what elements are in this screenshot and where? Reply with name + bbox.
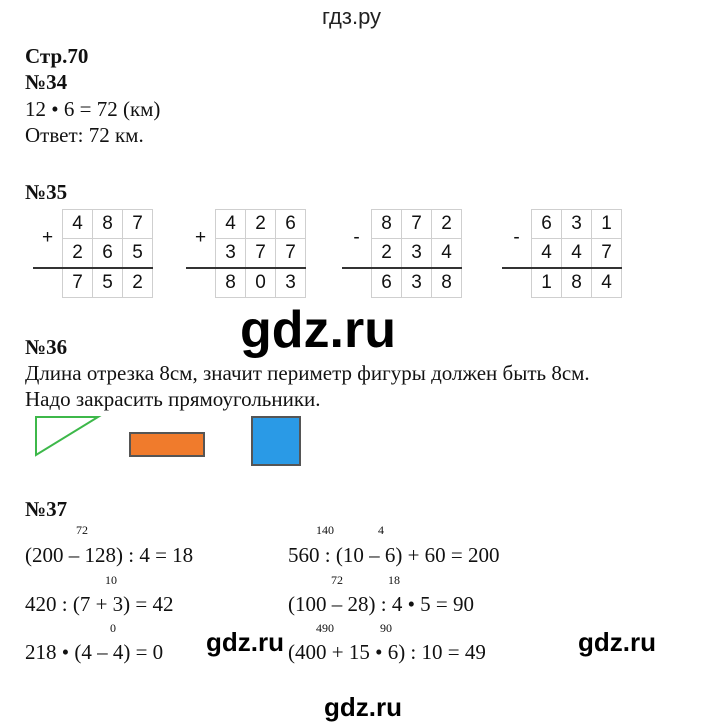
digit-cell: 6 bbox=[532, 210, 562, 239]
digit-cell: 7 bbox=[592, 239, 622, 269]
digit-cell: 3 bbox=[562, 210, 592, 239]
exercise-36-text-2: Надо закрасить прямоугольники. bbox=[25, 387, 321, 411]
exercise-36-title: №36 bbox=[25, 335, 68, 359]
operation-sign: - bbox=[513, 227, 520, 249]
watermark-small: gdz.ru bbox=[206, 627, 284, 657]
digit-cell: 6 bbox=[93, 239, 123, 269]
digit-cell: 2 bbox=[372, 239, 402, 269]
digit-cell: 7 bbox=[123, 210, 153, 239]
column-addition-2 bbox=[186, 209, 306, 298]
result-digit-cell: 8 bbox=[432, 268, 462, 298]
digit-cell: 4 bbox=[216, 210, 246, 239]
operation-sign: - bbox=[353, 227, 360, 249]
operation-sign: + bbox=[41, 227, 54, 249]
watermark-small: gdz.ru bbox=[324, 692, 402, 722]
watermark-small: gdz.ru bbox=[578, 627, 656, 657]
exercise-34-title: №34 bbox=[25, 70, 68, 94]
site-header: гдз.ру bbox=[322, 4, 382, 29]
result-digit-cell: 0 bbox=[246, 268, 276, 298]
digit-cell: 8 bbox=[93, 210, 123, 239]
expression-left-1: (200 – 128) : 4 = 18 bbox=[25, 543, 194, 567]
exercise-34-equation: 12 • 6 = 72 (км) bbox=[25, 97, 161, 121]
result-digit-cell: 8 bbox=[216, 268, 246, 298]
step-annotation: 4 bbox=[378, 523, 384, 537]
digit-cell: 2 bbox=[63, 239, 93, 269]
result-digit-cell: 4 bbox=[592, 268, 622, 298]
digit-cell: 5 bbox=[123, 239, 153, 269]
page-reference: Стр.70 bbox=[25, 44, 89, 68]
step-annotation: 0 bbox=[110, 621, 116, 635]
exercise-35-title: №35 bbox=[25, 180, 68, 204]
expression-left-3: 218 • (4 – 4) = 0 bbox=[25, 640, 164, 664]
result-digit-cell: 1 bbox=[532, 268, 562, 298]
digit-cell: 6 bbox=[276, 210, 306, 239]
exercise-36-text-1: Длина отрезка 8см, значит периметр фигуры должен быть 8см. bbox=[25, 361, 590, 385]
digit-cell: 2 bbox=[246, 210, 276, 239]
digit-cell: 8 bbox=[372, 210, 402, 239]
expression-right-1: 560 : (10 – 6) + 60 = 200 bbox=[288, 543, 500, 567]
result-digit-cell: 3 bbox=[276, 268, 306, 298]
result-digit-cell: 5 bbox=[93, 268, 123, 298]
result-digit-cell: 8 bbox=[562, 268, 592, 298]
digit-cell: 4 bbox=[63, 210, 93, 239]
expression-right-3: (400 + 15 • 6) : 10 = 49 bbox=[288, 640, 486, 664]
step-annotation: 72 bbox=[331, 573, 343, 587]
digit-cell: 3 bbox=[216, 239, 246, 269]
digit-cell: 4 bbox=[562, 239, 592, 269]
digit-cell: 7 bbox=[276, 239, 306, 269]
square-figure bbox=[252, 417, 300, 465]
exercise-37-title: №37 bbox=[25, 497, 68, 521]
column-subtraction-1 bbox=[342, 209, 462, 298]
digit-cell: 2 bbox=[432, 210, 462, 239]
step-annotation: 90 bbox=[380, 621, 392, 635]
step-annotation: 18 bbox=[388, 573, 400, 587]
step-annotation: 10 bbox=[105, 573, 117, 587]
digit-cell: 7 bbox=[402, 210, 432, 239]
digit-cell: 4 bbox=[532, 239, 562, 269]
result-digit-cell: 2 bbox=[123, 268, 153, 298]
watermark-large: gdz.ru bbox=[240, 301, 396, 359]
result-digit-cell: 3 bbox=[402, 268, 432, 298]
step-annotation: 140 bbox=[316, 523, 334, 537]
operation-sign: + bbox=[194, 227, 207, 249]
digit-cell: 1 bbox=[592, 210, 622, 239]
triangle-figure bbox=[36, 417, 98, 455]
figures-drawing bbox=[28, 413, 318, 471]
result-digit-cell: 7 bbox=[63, 268, 93, 298]
step-annotation: 490 bbox=[316, 621, 334, 635]
digit-cell: 7 bbox=[246, 239, 276, 269]
rectangle-figure bbox=[130, 433, 204, 456]
column-addition-1 bbox=[33, 209, 153, 298]
result-digit-cell: 6 bbox=[372, 268, 402, 298]
expression-right-2: (100 – 28) : 4 • 5 = 90 bbox=[288, 592, 475, 616]
digit-cell: 4 bbox=[432, 239, 462, 269]
expression-left-2: 420 : (7 + 3) = 42 bbox=[25, 592, 174, 616]
step-annotation: 72 bbox=[76, 523, 88, 537]
digit-cell: 3 bbox=[402, 239, 432, 269]
column-subtraction-2 bbox=[502, 209, 622, 298]
exercise-34-answer: Ответ: 72 км. bbox=[25, 123, 144, 147]
